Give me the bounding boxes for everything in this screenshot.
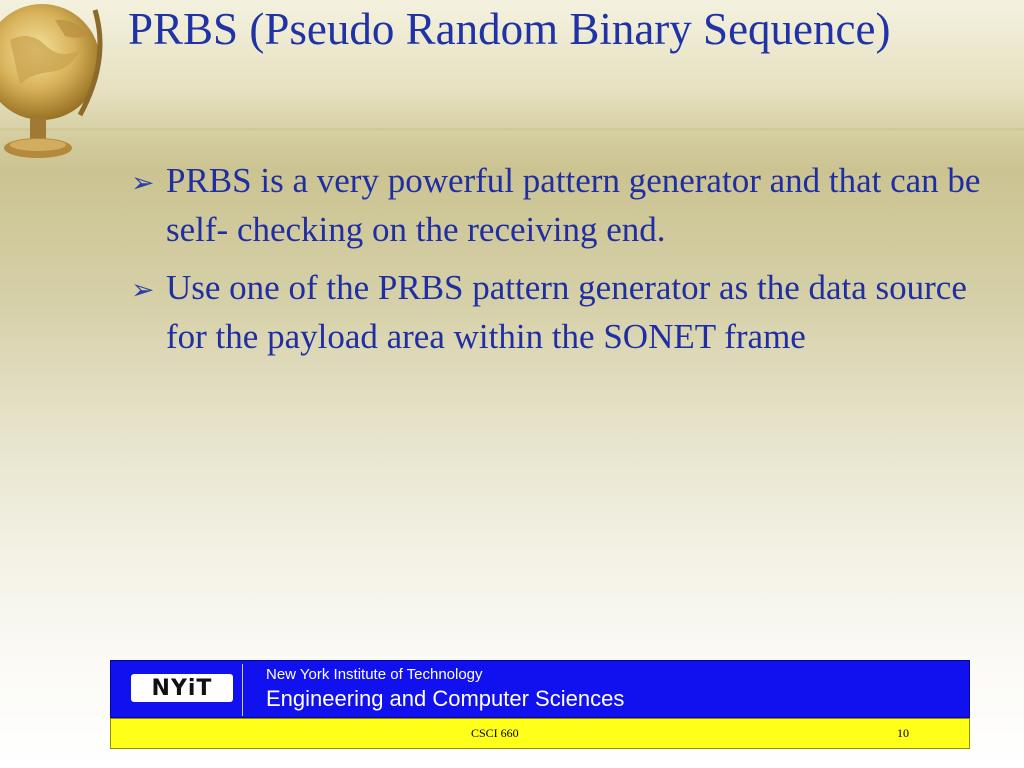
nyit-logo — [131, 674, 233, 702]
bullet-item — [128, 156, 998, 254]
bullet-item — [128, 263, 998, 361]
department-name: Engineering and Computer Sciences — [266, 686, 625, 711]
institution-name: New York Institute of Technology — [266, 666, 483, 683]
logo-text: NYiT — [151, 675, 213, 701]
globe-icon — [0, 0, 120, 175]
footer-divider — [242, 664, 243, 716]
footer-banner — [110, 660, 970, 718]
course-code: CSCI 660 — [471, 726, 519, 740]
bullet-text: PRBS is a very powerful pattern generator and that can be self- checking on the receiving end. — [166, 161, 981, 249]
slide-number: 10 — [897, 726, 909, 740]
arrow-bullet-icon: ➢ — [131, 166, 155, 199]
slide-title: PRBS (Pseudo Random Binary Sequence) — [128, 4, 891, 54]
bullet-text: Use one of the PRBS pattern generator as the data source for the payload area within the SONET frame — [166, 268, 967, 356]
arrow-bullet-icon: ➢ — [131, 273, 155, 306]
bullet-list — [128, 156, 998, 370]
title-divider — [0, 128, 1024, 131]
footer-info-bar — [110, 718, 970, 749]
